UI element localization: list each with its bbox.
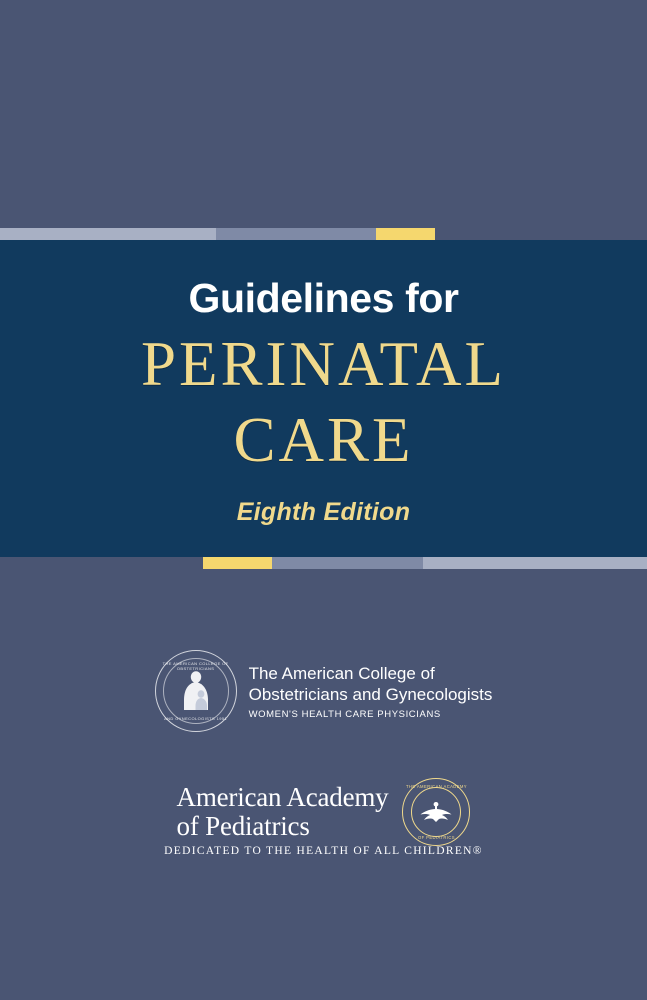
title-panel (0, 240, 647, 557)
aap-line-2: of Pediatrics (176, 811, 310, 841)
acog-tagline: WOMEN'S HEALTH CARE PHYSICIANS (248, 708, 441, 720)
mother-and-child-figure-icon (176, 668, 216, 714)
stripe-segment (435, 228, 647, 240)
stripe-segment (423, 557, 647, 569)
aap-wordmark (177, 783, 389, 841)
title-subline: Guidelines for (188, 275, 459, 321)
decorative-stripe-band-top (0, 228, 647, 240)
acog-seal-text-top: THE AMERICAN COLLEGE OF OBSTETRICIANS (162, 661, 229, 671)
aap-seal-text-bottom: OF PEDIATRICS (417, 835, 455, 840)
acog-line-1: The American College of (248, 663, 435, 683)
acog-line-2: Obstetricians and Gynecologists (248, 684, 493, 704)
stripe-segment (0, 557, 203, 569)
stripe-segment (272, 557, 423, 569)
stripe-segment (376, 228, 435, 240)
eagle-icon (419, 799, 453, 825)
aap-logo (0, 778, 647, 846)
stripe-segment (203, 557, 272, 569)
acog-logo (0, 650, 647, 732)
acog-wordmark (249, 663, 493, 720)
stripe-segment (0, 228, 216, 240)
page-title (0, 326, 647, 478)
stripe-segment (216, 228, 376, 240)
aap-seal-icon (402, 778, 470, 846)
decorative-stripe-band-bottom (0, 557, 647, 569)
aap-dedication-tagline: DEDICATED TO THE HEALTH OF ALL CHILDREN® (164, 845, 483, 857)
acog-seal-icon (155, 650, 237, 732)
aap-seal-text-top: THE AMERICAN ACADEMY (405, 784, 468, 789)
title-word-care: CARE (233, 405, 414, 475)
edition-label: Eighth Edition (236, 498, 411, 526)
acog-seal-text-bottom: AND GYNECOLOGISTS 1951 (164, 716, 228, 721)
aap-line-1: American Academy (176, 782, 389, 812)
title-word-perinatal: PERINATAL (141, 329, 506, 399)
